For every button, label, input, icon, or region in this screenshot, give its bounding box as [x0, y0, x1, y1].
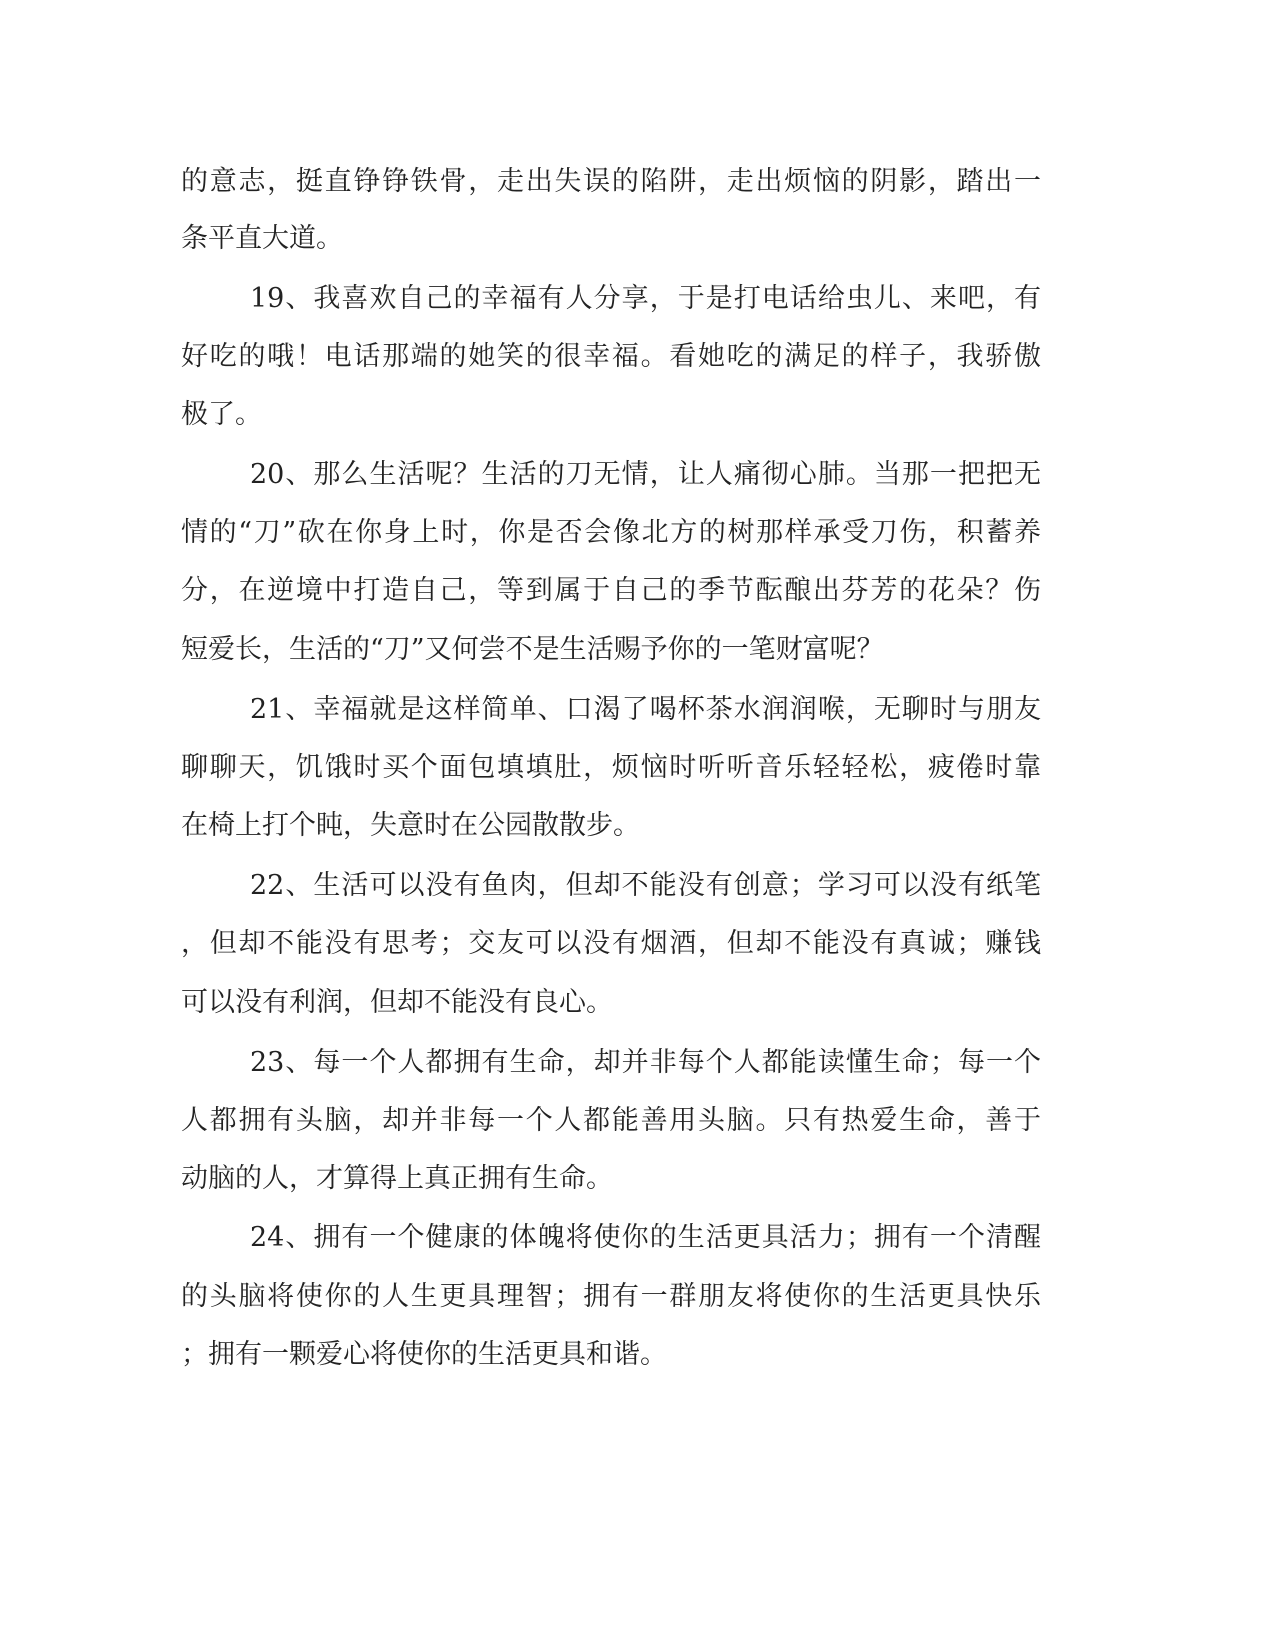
- text-line: 20、那么生活呢？生活的刀无情，让人痛彻心肺。当那一把把无: [250, 459, 1041, 490]
- text-line: 在椅上打个盹，失意时在公园散散步。: [181, 810, 640, 841]
- text-line: 聊聊天，饥饿时买个面包填填肚，烦恼时听听音乐轻轻松，疲倦时靠: [181, 752, 1041, 783]
- text-line: 分，在逆境中打造自己，等到属于自己的季节酝酿出芬芳的花朵？伤: [181, 575, 1041, 606]
- text-line: 好吃的哦！电话那端的她笑的很幸福。看她吃的满足的样子，我骄傲: [181, 341, 1041, 372]
- text-line: 24、拥有一个健康的体魄将使你的生活更具活力；拥有一个清醒: [250, 1222, 1041, 1253]
- text-line: ，但却不能没有思考；交友可以没有烟酒，但却不能没有真诚；赚钱: [181, 928, 1041, 959]
- text-line: 人都拥有头脑，却并非每一个人都能善用头脑。只有热爱生命，善于: [181, 1105, 1041, 1136]
- text-line: 短爱长，生活的“刀”又何尝不是生活赐予你的一笔财富呢？: [181, 634, 884, 665]
- text-line: 22、生活可以没有鱼肉，但却不能没有创意；学习可以没有纸笔: [250, 870, 1041, 901]
- text-line: 19、我喜欢自己的幸福有人分享，于是打电话给虫儿、来吧，有: [250, 283, 1041, 314]
- text-line: 21、幸福就是这样简单、口渴了喝杯茶水润润喉，无聊时与朋友: [250, 694, 1041, 725]
- text-line: 的头脑将使你的人生更具理智；拥有一群朋友将使你的生活更具快乐: [181, 1281, 1041, 1312]
- text-line: 情的“刀”砍在你身上时，你是否会像北方的树那样承受刀伤，积蓄养: [181, 517, 1041, 548]
- text-line: 极了。: [181, 399, 262, 430]
- text-line: 条平直大道。: [181, 223, 343, 254]
- text-line: ；拥有一颗爱心将使你的生活更具和谐。: [181, 1339, 667, 1370]
- text-line: 动脑的人，才算得上真正拥有生命。: [181, 1163, 613, 1194]
- text-line: 23、每一个人都拥有生命，却并非每个人都能读懂生命；每一个: [250, 1047, 1041, 1078]
- text-line: 的意志，挺直铮铮铁骨，走出失误的陷阱，走出烦恼的阴影，踏出一: [181, 166, 1041, 197]
- text-line: 可以没有利润，但却不能没有良心。: [181, 987, 613, 1018]
